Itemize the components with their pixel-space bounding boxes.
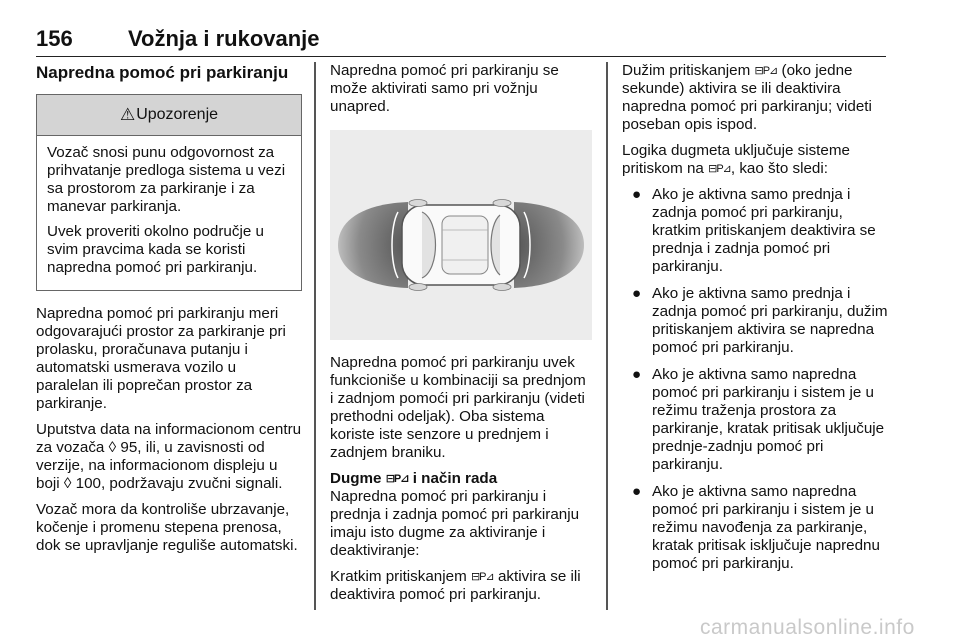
body-paragraph [330, 568, 592, 604]
warning-body [37, 136, 301, 290]
page-header [36, 26, 886, 57]
text-run: , kao što sledi: [730, 160, 828, 177]
warning-header [37, 95, 301, 136]
park-assist-button-icon: ⊟P⊿ [754, 65, 778, 77]
text-run: Uputstva data na informacionom centru za vozača [36, 421, 302, 456]
parking-sensor-illustration [330, 130, 592, 340]
body-paragraph: Napredna pomoć pri parkiranju i prednja i zadnja pomoć pri parkiranju imaju isto dugme za aktiviranje i deaktiviranje: [330, 488, 580, 559]
text-run: Dugme [330, 470, 382, 487]
bullet-icon: ● [632, 186, 642, 203]
park-assist-button-icon: ⊟P⊿ [708, 163, 731, 175]
bullet-icon: ● [632, 483, 642, 500]
body-paragraph: Napredna pomoć pri parkiranju uvek funkcioniše u kombinaciji sa prednjom i zadnjom pomoći pri parkiranju (videti prethodni odeljak). Oba sistema koriste iste senzore u prednjem i zadnjem braniku. [330, 354, 586, 461]
column-divider [314, 62, 316, 610]
body-paragraph [622, 62, 890, 134]
page-number: 156 [36, 26, 73, 51]
text-run: Dužim pritiskanjem [622, 62, 751, 79]
body-paragraph: Napredna pomoć pri parkiranju meri odgovarajući prostor za parkiranje pri prolasku, proračunava putanju i automatski usmerava vozilo u paralelan ili poprečan prostor za parkiranje. [36, 305, 286, 412]
text-run: , podržavaju zvučni signali. [100, 475, 283, 492]
list-item [622, 366, 890, 474]
list-item [622, 186, 890, 276]
page-reference-link[interactable]: 95 [120, 439, 138, 456]
list-item [622, 483, 890, 573]
park-assist-button-icon: ⊟P⊿ [470, 571, 494, 583]
bullet-list [622, 186, 890, 573]
text-run: aktivira se ili deaktivira pomoć pri parkiranju. [330, 568, 581, 603]
column-left [36, 62, 302, 563]
warning-icon: ⚠ [119, 105, 136, 124]
car-top-view-icon [330, 130, 592, 340]
page-reference-link[interactable]: 100 [75, 475, 101, 492]
list-item-text: Ako je aktivna samo prednja i zadnja pomoć pri parkiranju, dužim pritiskanjem aktivira se napredna pomoć pri parkiranju. [652, 285, 888, 356]
text-run: , ili, u zavisnosti od verzije, na informacionom displeju u boji [36, 439, 278, 492]
subheading [330, 470, 592, 488]
body-paragraph [36, 421, 302, 493]
park-assist-button-icon: ⊟P⊿ [385, 473, 409, 485]
text-run: i način rada [412, 470, 498, 487]
list-item-text: Ako je aktivna samo napredna pomoć pri parkiranju i sistem je u režimu navođenja za parkiranje, kratak pritisak isključuje naprednu pomoć pri parkiranju. [652, 483, 880, 572]
section-title: Napredna pomoć pri parkiranju [36, 63, 289, 82]
text-run: Logika dugmeta uključuje sisteme pritiskom na [622, 142, 850, 177]
column-divider [606, 62, 608, 610]
body-paragraph: Vozač mora da kontroliše ubrzavanje, kočenje i promenu stepena prenosa, dok se upravljanje reguliše automatski. [36, 501, 298, 554]
text-run: Kratkim pritiskanjem [330, 568, 467, 585]
column-middle [330, 62, 592, 612]
body-paragraph [622, 142, 890, 178]
watermark: carmanualsonline.info [700, 616, 915, 639]
reference-arrow-icon: ◊ [108, 439, 117, 456]
list-item-text: Ako je aktivna samo prednja i zadnja pomoć pri parkiranju, kratkim pritiskanjem deaktivira se prednja i zadnja pomoć pri parkiranju. [652, 186, 876, 275]
warning-paragraph: Vozač snosi punu odgovornost za prihvatanje predloga sistema u vezi sa prostorom za parkiranje i za manevar parkiranja. [47, 144, 286, 215]
reference-arrow-icon: ◊ [63, 475, 72, 492]
warning-paragraph: Uvek proveriti okolno područje u svim pravcima kada se koristi napredna pomoć pri parkiranju. [47, 223, 264, 276]
warning-box [36, 94, 302, 291]
list-item-text: Ako je aktivna samo napredna pomoć pri parkiranju i sistem je u režimu traženja prostora za parkiranje, kratak pritisak uključuje prednje-zadnju pomoć pri parkiranju. [652, 366, 885, 473]
body-paragraph: Napredna pomoć pri parkiranju se može aktivirati samo pri vožnju unapred. [330, 62, 559, 115]
text-run: (oko jedne sekunde) aktivira se ili deaktivira napredna pomoć pri parkiranju; videti poseban opis ispod. [622, 62, 872, 133]
bullet-icon: ● [632, 285, 642, 302]
column-right [622, 62, 890, 582]
chapter-title: Vožnja i rukovanje [128, 26, 320, 51]
list-item [622, 285, 890, 357]
warning-heading: Upozorenje [136, 106, 219, 123]
bullet-icon: ● [632, 366, 642, 383]
